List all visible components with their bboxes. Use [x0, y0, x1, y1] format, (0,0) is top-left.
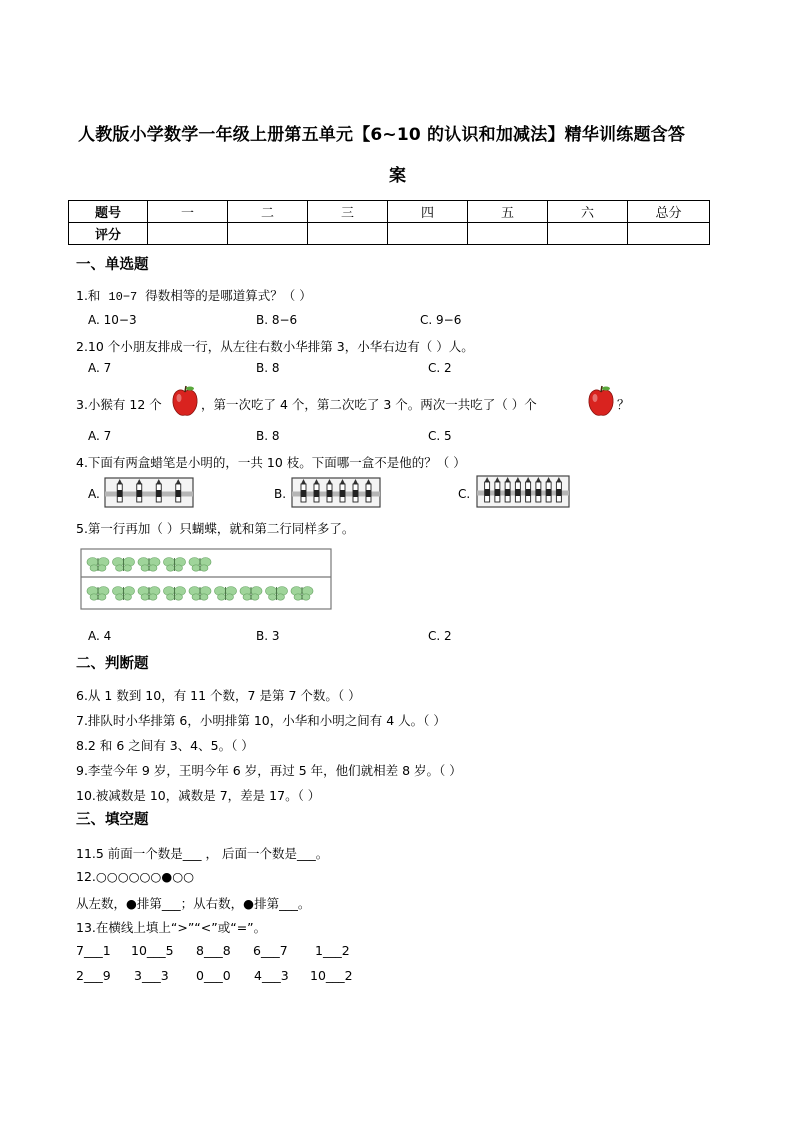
option-b[interactable]: B.: [274, 487, 287, 501]
apple-icon: [170, 385, 200, 418]
table-cell: 二: [228, 201, 308, 223]
compare-item[interactable]: 8___8: [196, 943, 231, 958]
option-c[interactable]: C. 2: [428, 361, 452, 375]
compare-item[interactable]: 0___0: [196, 968, 231, 983]
table-cell[interactable]: [468, 223, 548, 245]
table-cell: 五: [468, 201, 548, 223]
option-a[interactable]: A. 10−3: [88, 313, 137, 327]
table-cell[interactable]: [228, 223, 308, 245]
compare-item[interactable]: 10___2: [310, 968, 353, 983]
section-heading-fill-in: 三、填空题: [76, 812, 149, 828]
compare-item[interactable]: 6___7: [253, 943, 288, 958]
question-3-part1: 3.小猴有 12 个: [76, 397, 162, 412]
butterfly-icon: [189, 558, 211, 572]
option-b[interactable]: B. 3: [256, 629, 280, 643]
crayon-icon: [536, 477, 541, 502]
butterfly-icon: [87, 558, 109, 572]
question-5: 5.第一行再加（ ）只蝴蝶，就和第二行同样多了。: [76, 521, 355, 536]
question-9: 9.李莹今年 9 岁，王明今年 6 岁，再过 5 年，他们就相差 8 岁。（ ）: [76, 763, 462, 778]
compare-item[interactable]: 2___9: [76, 968, 111, 983]
question-7: 7.排队时小华排第 6，小明排第 10，小华和小明之间有 4 人。（ ）: [76, 713, 446, 728]
apple-icon: [586, 385, 616, 418]
crayon-icon: [546, 477, 551, 502]
crayon-icon: [485, 477, 490, 502]
butterfly-icon: [240, 587, 262, 601]
page-title: 人教版小学数学一年级上册第五单元【6~10 的认识和加减法】精华训练题含答: [78, 125, 686, 145]
question-11: 11.5 前面一个数是___ ， 后面一个数是___。: [76, 846, 329, 861]
option-c[interactable]: C. 9−6: [420, 313, 462, 327]
butterfly-icon: [113, 587, 135, 601]
score-table-score-row: [69, 223, 710, 245]
question-text: 1.和: [76, 288, 101, 303]
page-title-continued: 案: [389, 166, 407, 186]
table-cell[interactable]: [548, 223, 628, 245]
crayon-icon: [495, 477, 500, 502]
crayon-icon: [505, 477, 510, 502]
crayon-icon: [515, 477, 520, 502]
option-c[interactable]: C. 2: [428, 629, 452, 643]
question-text: 得数相等的是哪道算式？（ ）: [145, 288, 312, 303]
question-6: 6.从 1 数到 10，有 11 个数，7 是第 7 个数。（ ）: [76, 688, 361, 703]
option-b[interactable]: B. 8: [256, 429, 280, 443]
question-1: [76, 286, 312, 304]
option-a[interactable]: A. 4: [88, 629, 112, 643]
question-12-prompt: 从左数，●排第___；从右数，●排第___。: [76, 896, 311, 911]
table-cell: 四: [388, 201, 468, 223]
question-4: 4.下面有两盒蜡笔是小明的，一共 10 枝。下面哪一盒不是他的？（ ）: [76, 455, 466, 470]
question-13: 13.在横线上填上“>”“<”或“=”。: [76, 920, 267, 935]
question-2: 2.10 个小朋友排成一行，从左往右数小华排第 3，小华右边有（ ）人。: [76, 339, 474, 354]
score-table-header-row: [69, 201, 710, 223]
table-cell: 一: [148, 201, 228, 223]
table-cell: 六: [548, 201, 628, 223]
option-a[interactable]: A. 7: [88, 361, 112, 375]
table-cell[interactable]: [148, 223, 228, 245]
butterfly-icon: [291, 587, 313, 601]
option-c[interactable]: C. 5: [428, 429, 452, 443]
question-8: 8.2 和 6 之间有 3、4、5。（ ）: [76, 738, 254, 753]
butterfly-icon: [164, 558, 186, 572]
question-3-part3: ？: [617, 397, 630, 412]
butterfly-icon: [138, 587, 160, 601]
option-b[interactable]: B. 8: [256, 361, 280, 375]
crayon-box-8-icon[interactable]: [476, 473, 570, 509]
table-cell[interactable]: [388, 223, 468, 245]
crayon-box-6-icon[interactable]: [291, 475, 381, 509]
table-cell: 三: [308, 201, 388, 223]
table-cell: 题号: [69, 201, 148, 223]
compare-item[interactable]: 3___3: [134, 968, 169, 983]
score-table: [68, 200, 710, 245]
section-heading-true-false: 二、判断题: [76, 656, 149, 672]
butterfly-icon: [113, 558, 135, 572]
table-cell[interactable]: [308, 223, 388, 245]
butterfly-icon: [215, 587, 237, 601]
butterfly-icon: [87, 587, 109, 601]
butterfly-icon: [266, 587, 288, 601]
option-a[interactable]: A.: [88, 487, 100, 501]
compare-item[interactable]: 7___1: [76, 943, 111, 958]
question-10: 10.被减数是 10，减数是 7，差是 17。（ ）: [76, 788, 321, 803]
compare-item[interactable]: 1___2: [315, 943, 350, 958]
option-c[interactable]: C.: [458, 487, 471, 501]
table-cell: 总分: [628, 201, 710, 223]
question-3-part2: ，第一次吃了 4 个，第二次吃了 3 个。两次一共吃了（ ）个: [201, 397, 537, 412]
butterfly-icon: [189, 587, 211, 601]
table-cell[interactable]: [628, 223, 710, 245]
butterfly-icon: [164, 587, 186, 601]
crayon-icon: [526, 477, 531, 502]
butterfly-rows-figure: [80, 548, 332, 610]
question-12: 12.○○○○○○●○○: [76, 869, 195, 884]
section-heading-single-choice: 一、单选题: [76, 257, 149, 273]
option-a[interactable]: A. 7: [88, 429, 112, 443]
option-b[interactable]: B. 8−6: [256, 313, 298, 327]
compare-item[interactable]: 4___3: [254, 968, 289, 983]
crayon-box-4-icon[interactable]: [104, 475, 194, 509]
crayon-icon: [556, 477, 561, 502]
math-expression: 10−7: [108, 290, 138, 304]
compare-item[interactable]: 10___5: [131, 943, 174, 958]
butterfly-icon: [138, 558, 160, 572]
table-cell: 评分: [69, 223, 148, 245]
